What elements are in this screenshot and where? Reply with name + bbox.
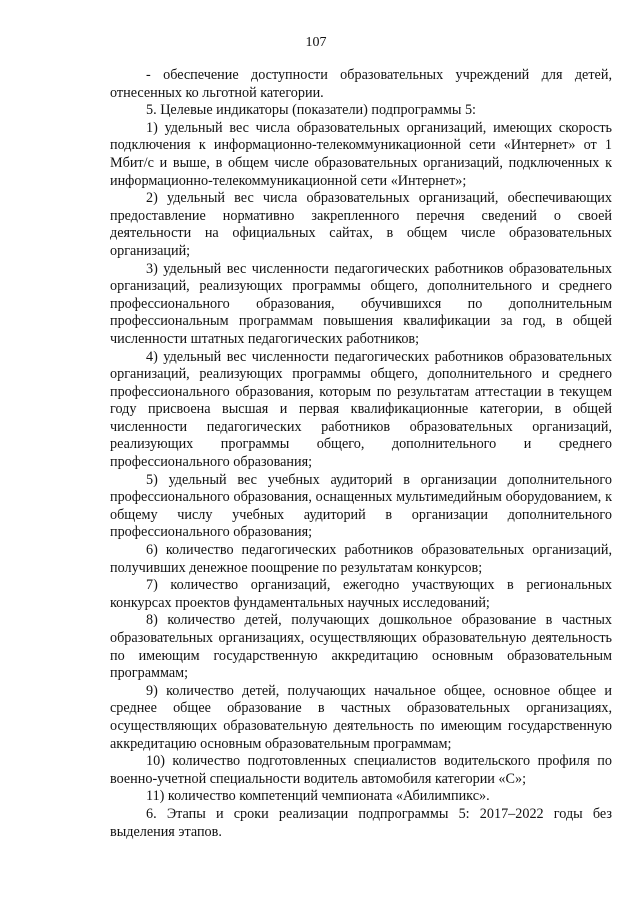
paragraph-indicator-7: 7) количество организаций, ежегодно участвующих в региональных конкурсах проектов фундаментальных научных исследований; bbox=[110, 577, 612, 611]
paragraph-section-6: 6. Этапы и сроки реализации подпрограммы 5: 2017–2022 годы без выделения этапов. bbox=[110, 805, 612, 840]
page-number: 107 bbox=[305, 35, 327, 50]
paragraph-indicator-4: 4) удельный вес численности педагогических работников образовательных организаций, реализующих программы общего, дополнительного и среднего профессионального образования, которым по результатам аттестации в текущем году присвоена высшая и первая квалификационные категории, в общей численности педагогических работников образовательных организаций, реализующих программы общего, дополнительного и среднего профессионального образования; bbox=[110, 348, 612, 471]
paragraph-indicator-3: 3) удельный вес численности педагогических работников образовательных организаций, реализующих программы общего, дополнительного и среднего профессионального образования, обучившихся по дополнительным профессиональным программам повышения квалификации за год, в общей численности штатных педагогических работников; bbox=[110, 260, 612, 347]
paragraph-indicator-5: 5) удельный вес учебных аудиторий в организации дополнительного профессионального образования, оснащенных мультимедийным оборудованием, к общему числу учебных аудиторий в организации дополнительного профессионального образования; bbox=[110, 471, 612, 541]
paragraph-indicator-10: 10) количество подготовленных специалистов водительского профиля по военно-учетной специальности водитель автомобиля категории «С»; bbox=[110, 753, 612, 787]
body-text bbox=[110, 67, 612, 841]
paragraph-indicator-9: 9) количество детей, получающих начальное общее, основное общее и среднее общее образование в частных образовательных организациях, осуществляющих образовательную деятельность по имеющим государственную аккредитацию основным образовательным программам; bbox=[110, 682, 612, 752]
paragraph-indicator-11: 11) количество компетенций чемпионата «Абилимпикс». bbox=[146, 788, 490, 805]
paragraph-indicator-6: 6) количество педагогических работников образовательных организаций, получивших денежное поощрение по результатам конкурсов; bbox=[110, 542, 612, 576]
paragraph-accessibility: - обеспечение доступности образовательных учреждений для детей, отнесенных ко льготной категории. bbox=[110, 67, 612, 101]
paragraph-indicator-2: 2) удельный вес числа образовательных организаций, обеспечивающих предоставление нормативно закрепленного перечня сведений о своей деятельности на официальных сайтах, в общем числе образовательных организаций; bbox=[110, 190, 612, 259]
paragraph-indicator-1: 1) удельный вес числа образовательных организаций, имеющих скорость подключения к информационно-телекоммуникационной сети «Интернет» от 1 Мбит/с и выше, в общем числе образовательных организаций, подключенных к информационно-телекоммуникационной сети «Интернет»; bbox=[110, 119, 612, 189]
paragraph-section-5-heading: 5. Целевые индикаторы (показатели) подпрограммы 5: bbox=[146, 102, 476, 119]
paragraph-indicator-8: 8) количество детей, получающих дошкольное образование в частных образовательных организациях, осуществляющих образовательную деятельность по имеющим государственную аккредитацию основным образовательным программам; bbox=[110, 612, 612, 682]
